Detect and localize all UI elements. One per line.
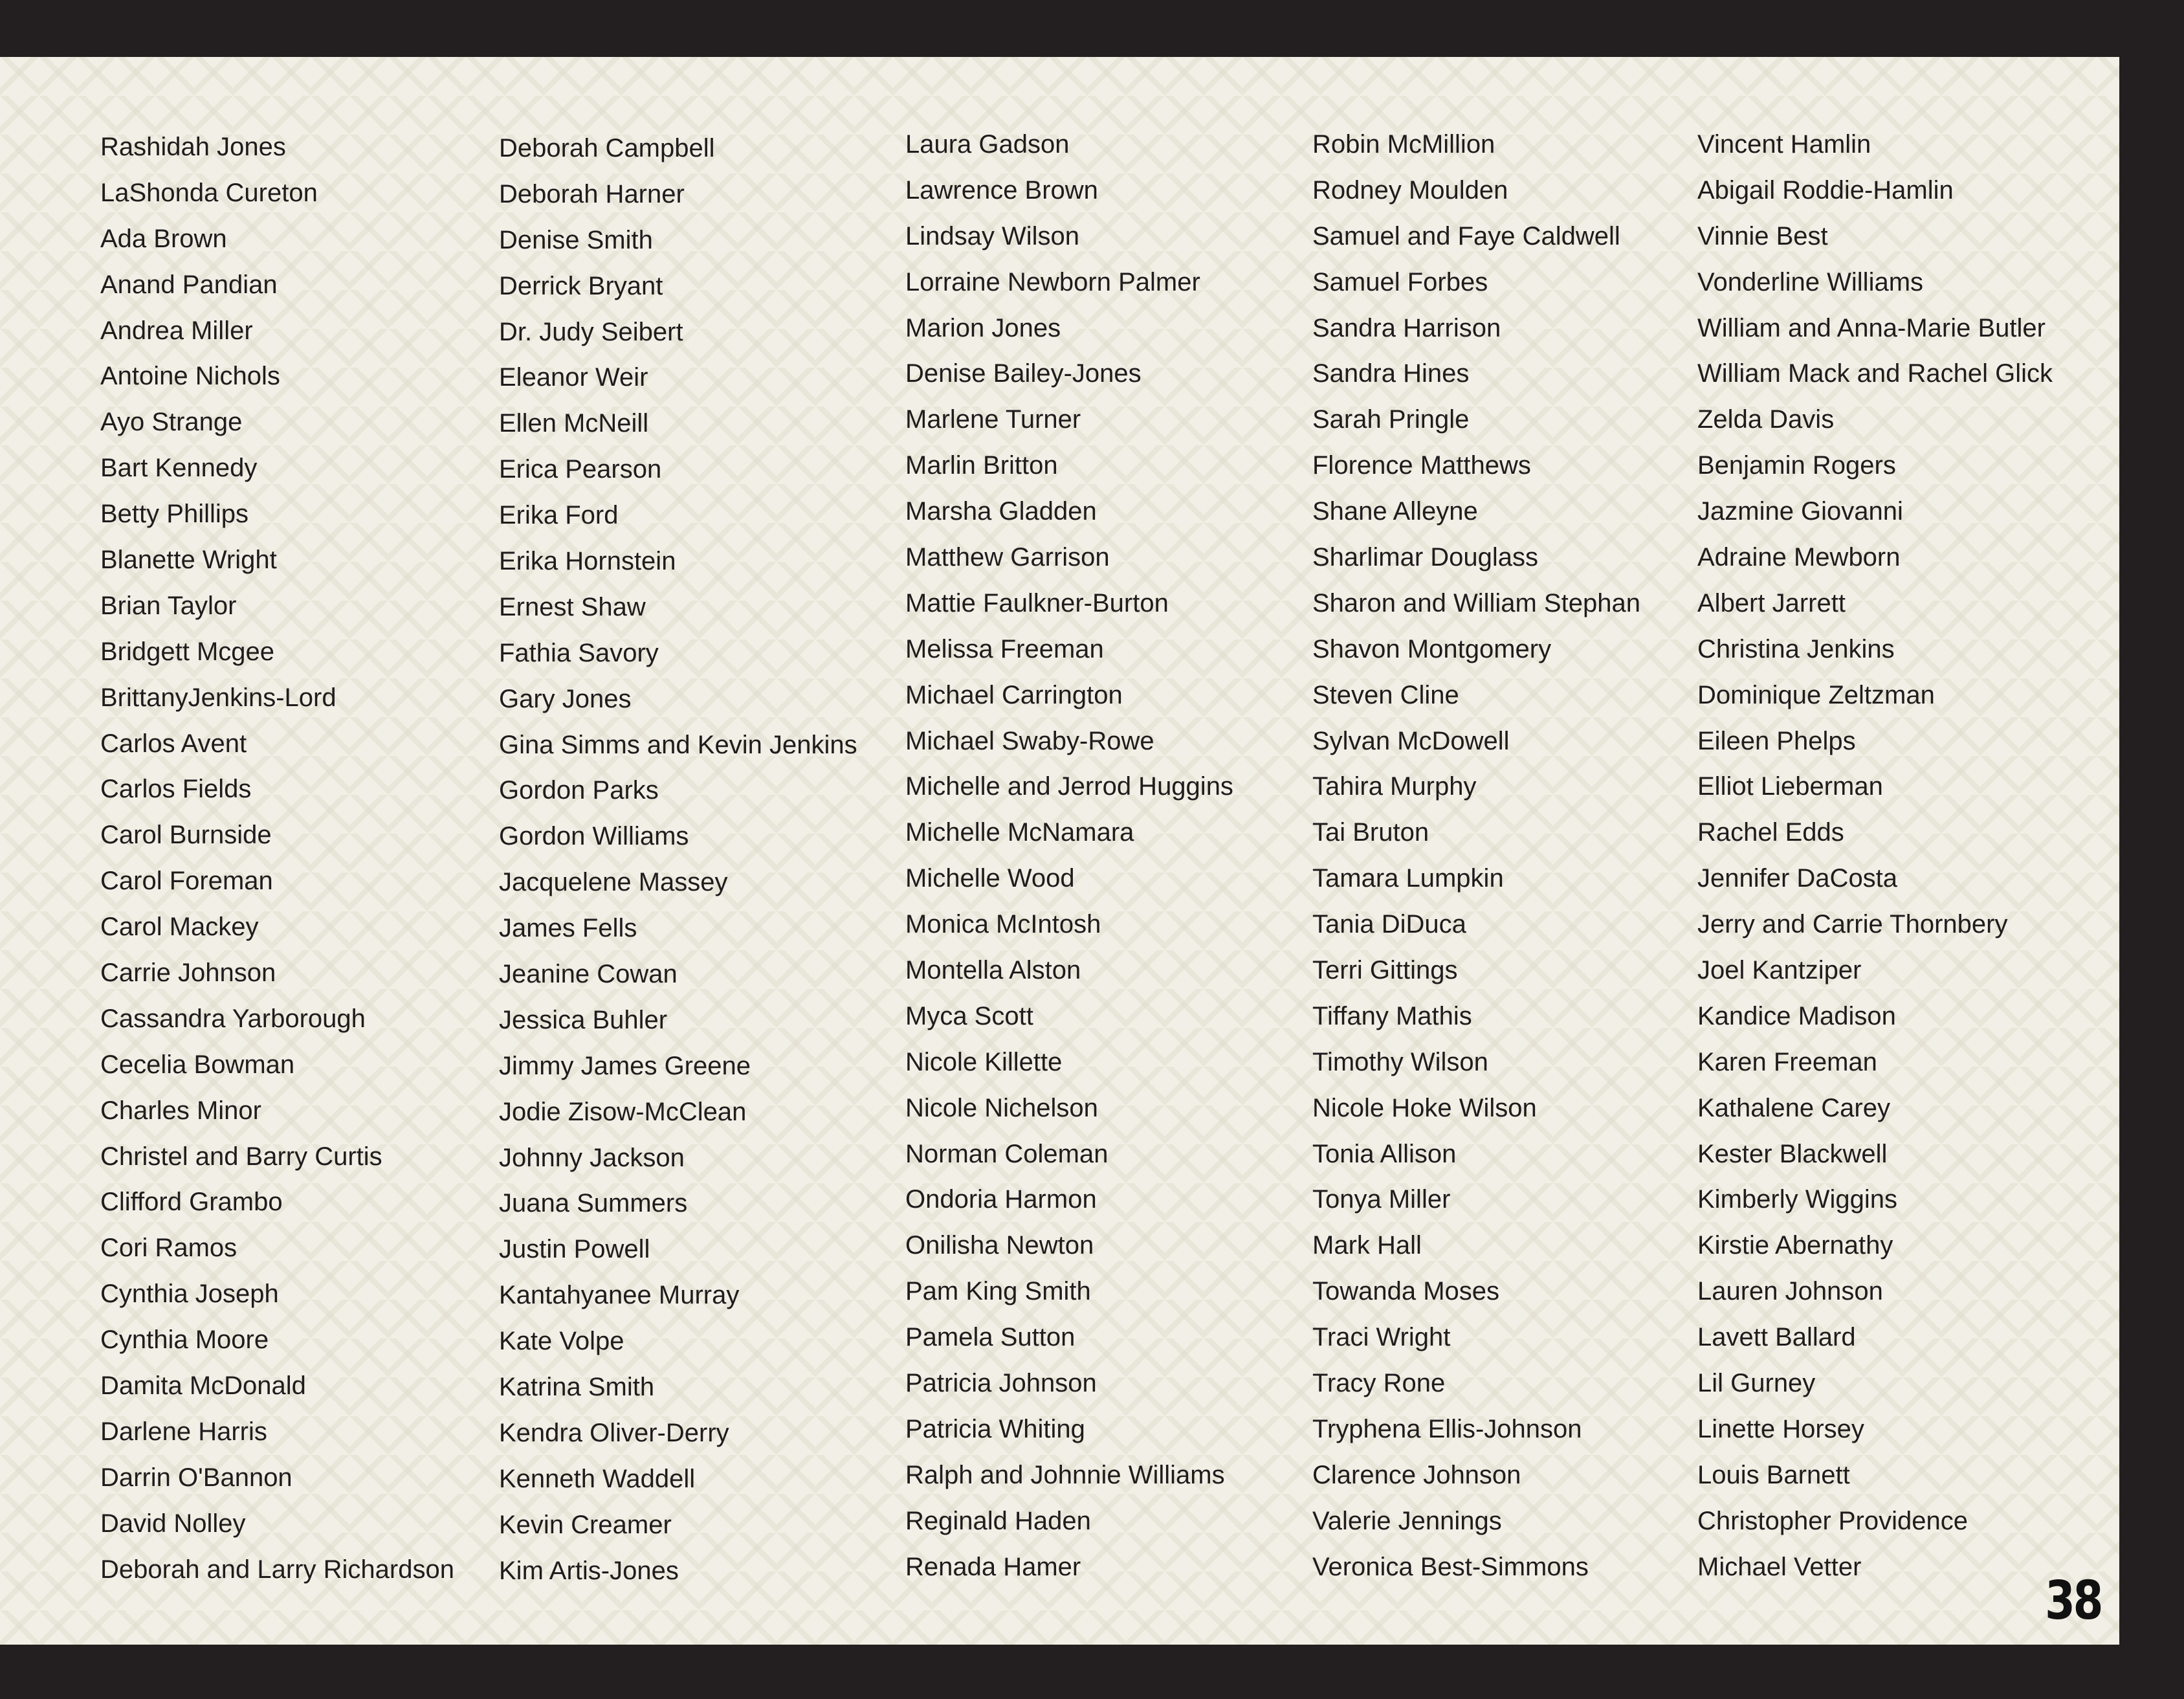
name-entry: Kathalene Carey: [1697, 1093, 1890, 1122]
name-entry: Traci Wright: [1312, 1323, 1451, 1352]
name-entry: Nicole Hoke Wilson: [1312, 1093, 1537, 1122]
name-entry: Jacquelene Massey: [499, 868, 728, 897]
name-entry: Gordon Parks: [499, 776, 659, 805]
name-entry: Kevin Creamer: [499, 1510, 672, 1539]
name-entry: Matthew Garrison: [905, 543, 1110, 572]
name-entry: BrittanyJenkins-Lord: [100, 683, 336, 712]
name-entry: Carlos Avent: [100, 729, 247, 758]
page-number: 38: [2044, 1570, 2101, 1632]
name-entry: Dr. Judy Seibert: [499, 317, 683, 346]
name-entry: Kantahyanee Murray: [499, 1281, 740, 1310]
name-entry: Cynthia Moore: [100, 1326, 269, 1355]
name-entry: Tamara Lumpkin: [1312, 864, 1504, 893]
name-entry: Tracy Rone: [1312, 1369, 1446, 1398]
name-entry: Tiffany Mathis: [1312, 1001, 1472, 1030]
name-entry: Laura Gadson: [905, 130, 1070, 159]
name-entry: Karen Freeman: [1697, 1047, 1877, 1076]
name-entry: Lil Gurney: [1697, 1369, 1816, 1398]
name-entry: Rashidah Jones: [100, 133, 286, 161]
name-entry: Sandra Harrison: [1312, 313, 1501, 342]
name-entry: Kimberly Wiggins: [1697, 1185, 1897, 1214]
name-entry: Vinnie Best: [1697, 221, 1828, 250]
name-entry: Ernest Shaw: [499, 592, 646, 621]
name-entry: Jazmine Giovanni: [1697, 497, 1903, 526]
name-entry: Deborah Campbell: [499, 134, 715, 162]
name-entry: Mark Hall: [1312, 1231, 1422, 1260]
name-entry: Sarah Pringle: [1312, 405, 1470, 434]
name-entry: Tania DiDuca: [1312, 910, 1466, 939]
name-entry: Patricia Whiting: [905, 1414, 1085, 1443]
name-entry: Florence Matthews: [1312, 451, 1531, 480]
name-entry: Kester Blackwell: [1697, 1139, 1888, 1168]
name-entry: Jessica Buhler: [499, 1005, 668, 1034]
name-entry: Albert Jarrett: [1697, 588, 1846, 617]
name-entry: Cecelia Bowman: [100, 1050, 295, 1079]
name-entry: Samuel and Faye Caldwell: [1312, 221, 1620, 250]
name-entry: Marlin Britton: [905, 451, 1058, 480]
name-entry: Shane Alleyne: [1312, 497, 1478, 526]
name-entry: Kate Volpe: [499, 1327, 624, 1356]
name-entry: Tryphena Ellis-Johnson: [1312, 1414, 1582, 1443]
name-entry: Rodney Moulden: [1312, 175, 1508, 205]
name-entry: Vonderline Williams: [1697, 267, 1924, 296]
name-entry: Norman Coleman: [905, 1139, 1109, 1168]
name-entry: Towanda Moses: [1312, 1277, 1500, 1306]
name-entry: Sharon and William Stephan: [1312, 588, 1640, 617]
name-entry: Michael Carrington: [905, 680, 1123, 709]
name-entry: Kenneth Waddell: [499, 1464, 696, 1493]
name-entry: Carol Mackey: [100, 913, 259, 942]
document-page: [0, 57, 2119, 1645]
name-entry: Myca Scott: [905, 1001, 1033, 1030]
name-entry: Denise Smith: [499, 225, 653, 254]
name-entry: Abigail Roddie-Hamlin: [1697, 175, 1954, 205]
name-column-5: [1697, 122, 2053, 1590]
name-entry: Onilisha Newton: [905, 1231, 1094, 1260]
name-entry: Kendra Oliver-Derry: [499, 1418, 729, 1447]
name-entry: Erica Pearson: [499, 455, 662, 484]
name-entry: Eleanor Weir: [499, 363, 648, 392]
name-entry: Marlene Turner: [905, 405, 1081, 434]
name-entry: Anand Pandian: [100, 270, 278, 299]
name-entry: Veronica Best-Simmons: [1312, 1552, 1589, 1581]
name-entry: Christina Jenkins: [1697, 634, 1895, 663]
name-entry: Adraine Mewborn: [1697, 543, 1901, 572]
name-entry: Kirstie Abernathy: [1697, 1231, 1893, 1260]
name-entry: Kim Artis-Jones: [499, 1556, 679, 1585]
name-entry: Marsha Gladden: [905, 497, 1097, 526]
name-entry: Samuel Forbes: [1312, 267, 1488, 296]
name-entry: Ralph and Johnnie Williams: [905, 1460, 1225, 1489]
name-entry: Benjamin Rogers: [1697, 451, 1896, 480]
name-entry: Cori Ramos: [100, 1234, 237, 1263]
name-entry: Tai Bruton: [1312, 818, 1429, 847]
name-entry: Andrea Miller: [100, 316, 253, 345]
name-entry: Michael Swaby-Rowe: [905, 726, 1154, 755]
name-entry: Erika Ford: [499, 501, 619, 530]
name-entry: Lindsay Wilson: [905, 221, 1080, 250]
name-entry: Carrie Johnson: [100, 959, 276, 988]
name-entry: Damita McDonald: [100, 1371, 306, 1401]
name-entry: Juana Summers: [499, 1189, 688, 1218]
name-entry: Gary Jones: [499, 684, 632, 713]
name-entry: Nicole Nichelson: [905, 1093, 1098, 1122]
name-entry: Betty Phillips: [100, 500, 248, 529]
name-entry: Marion Jones: [905, 313, 1061, 342]
name-entry: Pam King Smith: [905, 1277, 1091, 1306]
name-entry: Valerie Jennings: [1312, 1506, 1502, 1535]
name-entry: Justin Powell: [499, 1235, 650, 1264]
name-entry: Montella Alston: [905, 956, 1081, 985]
name-entry: William Mack and Rachel Glick: [1697, 359, 2053, 388]
name-entry: Michael Vetter: [1697, 1552, 1862, 1581]
name-entry: Louis Barnett: [1697, 1460, 1850, 1489]
name-entry: Renada Hamer: [905, 1552, 1081, 1581]
name-entry: Elliot Lieberman: [1697, 772, 1883, 801]
name-entry: Carol Foreman: [100, 867, 273, 896]
name-entry: Clarence Johnson: [1312, 1460, 1521, 1489]
name-entry: Timothy Wilson: [1312, 1047, 1488, 1076]
name-column-1: [100, 124, 454, 1593]
name-entry: Michelle and Jerrod Huggins: [905, 772, 1233, 801]
name-entry: Erika Hornstein: [499, 547, 676, 576]
name-entry: Vincent Hamlin: [1697, 130, 1871, 159]
name-entry: Lawrence Brown: [905, 175, 1098, 205]
name-entry: LaShonda Cureton: [100, 178, 318, 207]
name-entry: Jodie Zisow-McClean: [499, 1097, 747, 1126]
name-entry: Deborah Harner: [499, 179, 685, 208]
name-entry: Nicole Killette: [905, 1047, 1063, 1076]
name-entry: David Nolley: [100, 1509, 246, 1538]
name-entry: Tonia Allison: [1312, 1139, 1457, 1168]
name-entry: Terri Gittings: [1312, 956, 1458, 985]
name-entry: Eileen Phelps: [1697, 726, 1856, 755]
name-entry: Jimmy James Greene: [499, 1051, 751, 1080]
name-entry: Linette Horsey: [1697, 1414, 1864, 1443]
name-entry: Ada Brown: [100, 224, 227, 253]
name-entry: Michelle Wood: [905, 864, 1075, 893]
name-entry: Gina Simms and Kevin Jenkins: [499, 730, 857, 759]
name-entry: Rachel Edds: [1697, 818, 1844, 847]
name-entry: Cassandra Yarborough: [100, 1004, 366, 1033]
name-entry: Mattie Faulkner-Burton: [905, 588, 1169, 617]
name-entry: Robin McMillion: [1312, 130, 1495, 159]
name-entry: Ondoria Harmon: [905, 1185, 1097, 1214]
name-entry: Zelda Davis: [1697, 405, 1835, 434]
name-entry: William and Anna-Marie Butler: [1697, 313, 2046, 342]
name-entry: Joel Kantziper: [1697, 956, 1862, 985]
name-entry: James Fells: [499, 914, 637, 943]
name-entry: Deborah and Larry Richardson: [100, 1555, 454, 1584]
name-entry: Kandice Madison: [1697, 1001, 1896, 1030]
name-entry: Cynthia Joseph: [100, 1280, 279, 1309]
name-entry: Johnny Jackson: [499, 1143, 685, 1172]
name-entry: Darrin O'Bannon: [100, 1463, 292, 1492]
name-entry: Christel and Barry Curtis: [100, 1142, 382, 1171]
name-entry: Dominique Zeltzman: [1697, 680, 1935, 709]
name-column-4: [1312, 122, 1640, 1590]
name-entry: Blanette Wright: [100, 546, 277, 575]
name-entry: Clifford Grambo: [100, 1188, 283, 1217]
name-entry: Pamela Sutton: [905, 1323, 1075, 1352]
name-entry: Sylvan McDowell: [1312, 726, 1510, 755]
name-entry: Lavett Ballard: [1697, 1323, 1856, 1352]
name-entry: Reginald Haden: [905, 1506, 1091, 1535]
name-entry: Melissa Freeman: [905, 634, 1104, 663]
name-entry: Brian Taylor: [100, 591, 237, 620]
name-entry: Bridgett Mcgee: [100, 637, 275, 666]
name-entry: Michelle McNamara: [905, 818, 1134, 847]
name-entry: Sharlimar Douglass: [1312, 543, 1539, 572]
name-column-3: [905, 122, 1233, 1590]
name-entry: Jeanine Cowan: [499, 960, 678, 989]
name-entry: Derrick Bryant: [499, 271, 663, 300]
name-entry: Carlos Fields: [100, 775, 252, 804]
name-entry: Fathia Savory: [499, 638, 659, 667]
name-entry: Carol Burnside: [100, 821, 272, 850]
name-entry: Jennifer DaCosta: [1697, 864, 1898, 893]
name-entry: Shavon Montgomery: [1312, 634, 1552, 663]
name-entry: Christopher Providence: [1697, 1506, 1968, 1535]
name-entry: Katrina Smith: [499, 1373, 655, 1402]
name-entry: Bart Kennedy: [100, 454, 258, 483]
name-entry: Darlene Harris: [100, 1417, 267, 1446]
name-entry: Tahira Murphy: [1312, 772, 1477, 801]
name-entry: Ellen McNeill: [499, 409, 649, 438]
name-entry: Lauren Johnson: [1697, 1277, 1883, 1306]
name-entry: Antoine Nichols: [100, 362, 280, 391]
name-entry: Gordon Williams: [499, 822, 689, 851]
name-entry: Jerry and Carrie Thornbery: [1697, 910, 2008, 939]
name-column-2: [499, 126, 857, 1594]
name-entry: Charles Minor: [100, 1096, 261, 1125]
name-entry: Ayo Strange: [100, 408, 243, 437]
name-entry: Monica McIntosh: [905, 910, 1101, 939]
name-entry: Lorraine Newborn Palmer: [905, 267, 1200, 296]
name-entry: Tonya Miller: [1312, 1185, 1451, 1214]
name-entry: Patricia Johnson: [905, 1369, 1097, 1398]
name-entry: Steven Cline: [1312, 680, 1459, 709]
name-entry: Denise Bailey-Jones: [905, 359, 1142, 388]
name-entry: Sandra Hines: [1312, 359, 1470, 388]
